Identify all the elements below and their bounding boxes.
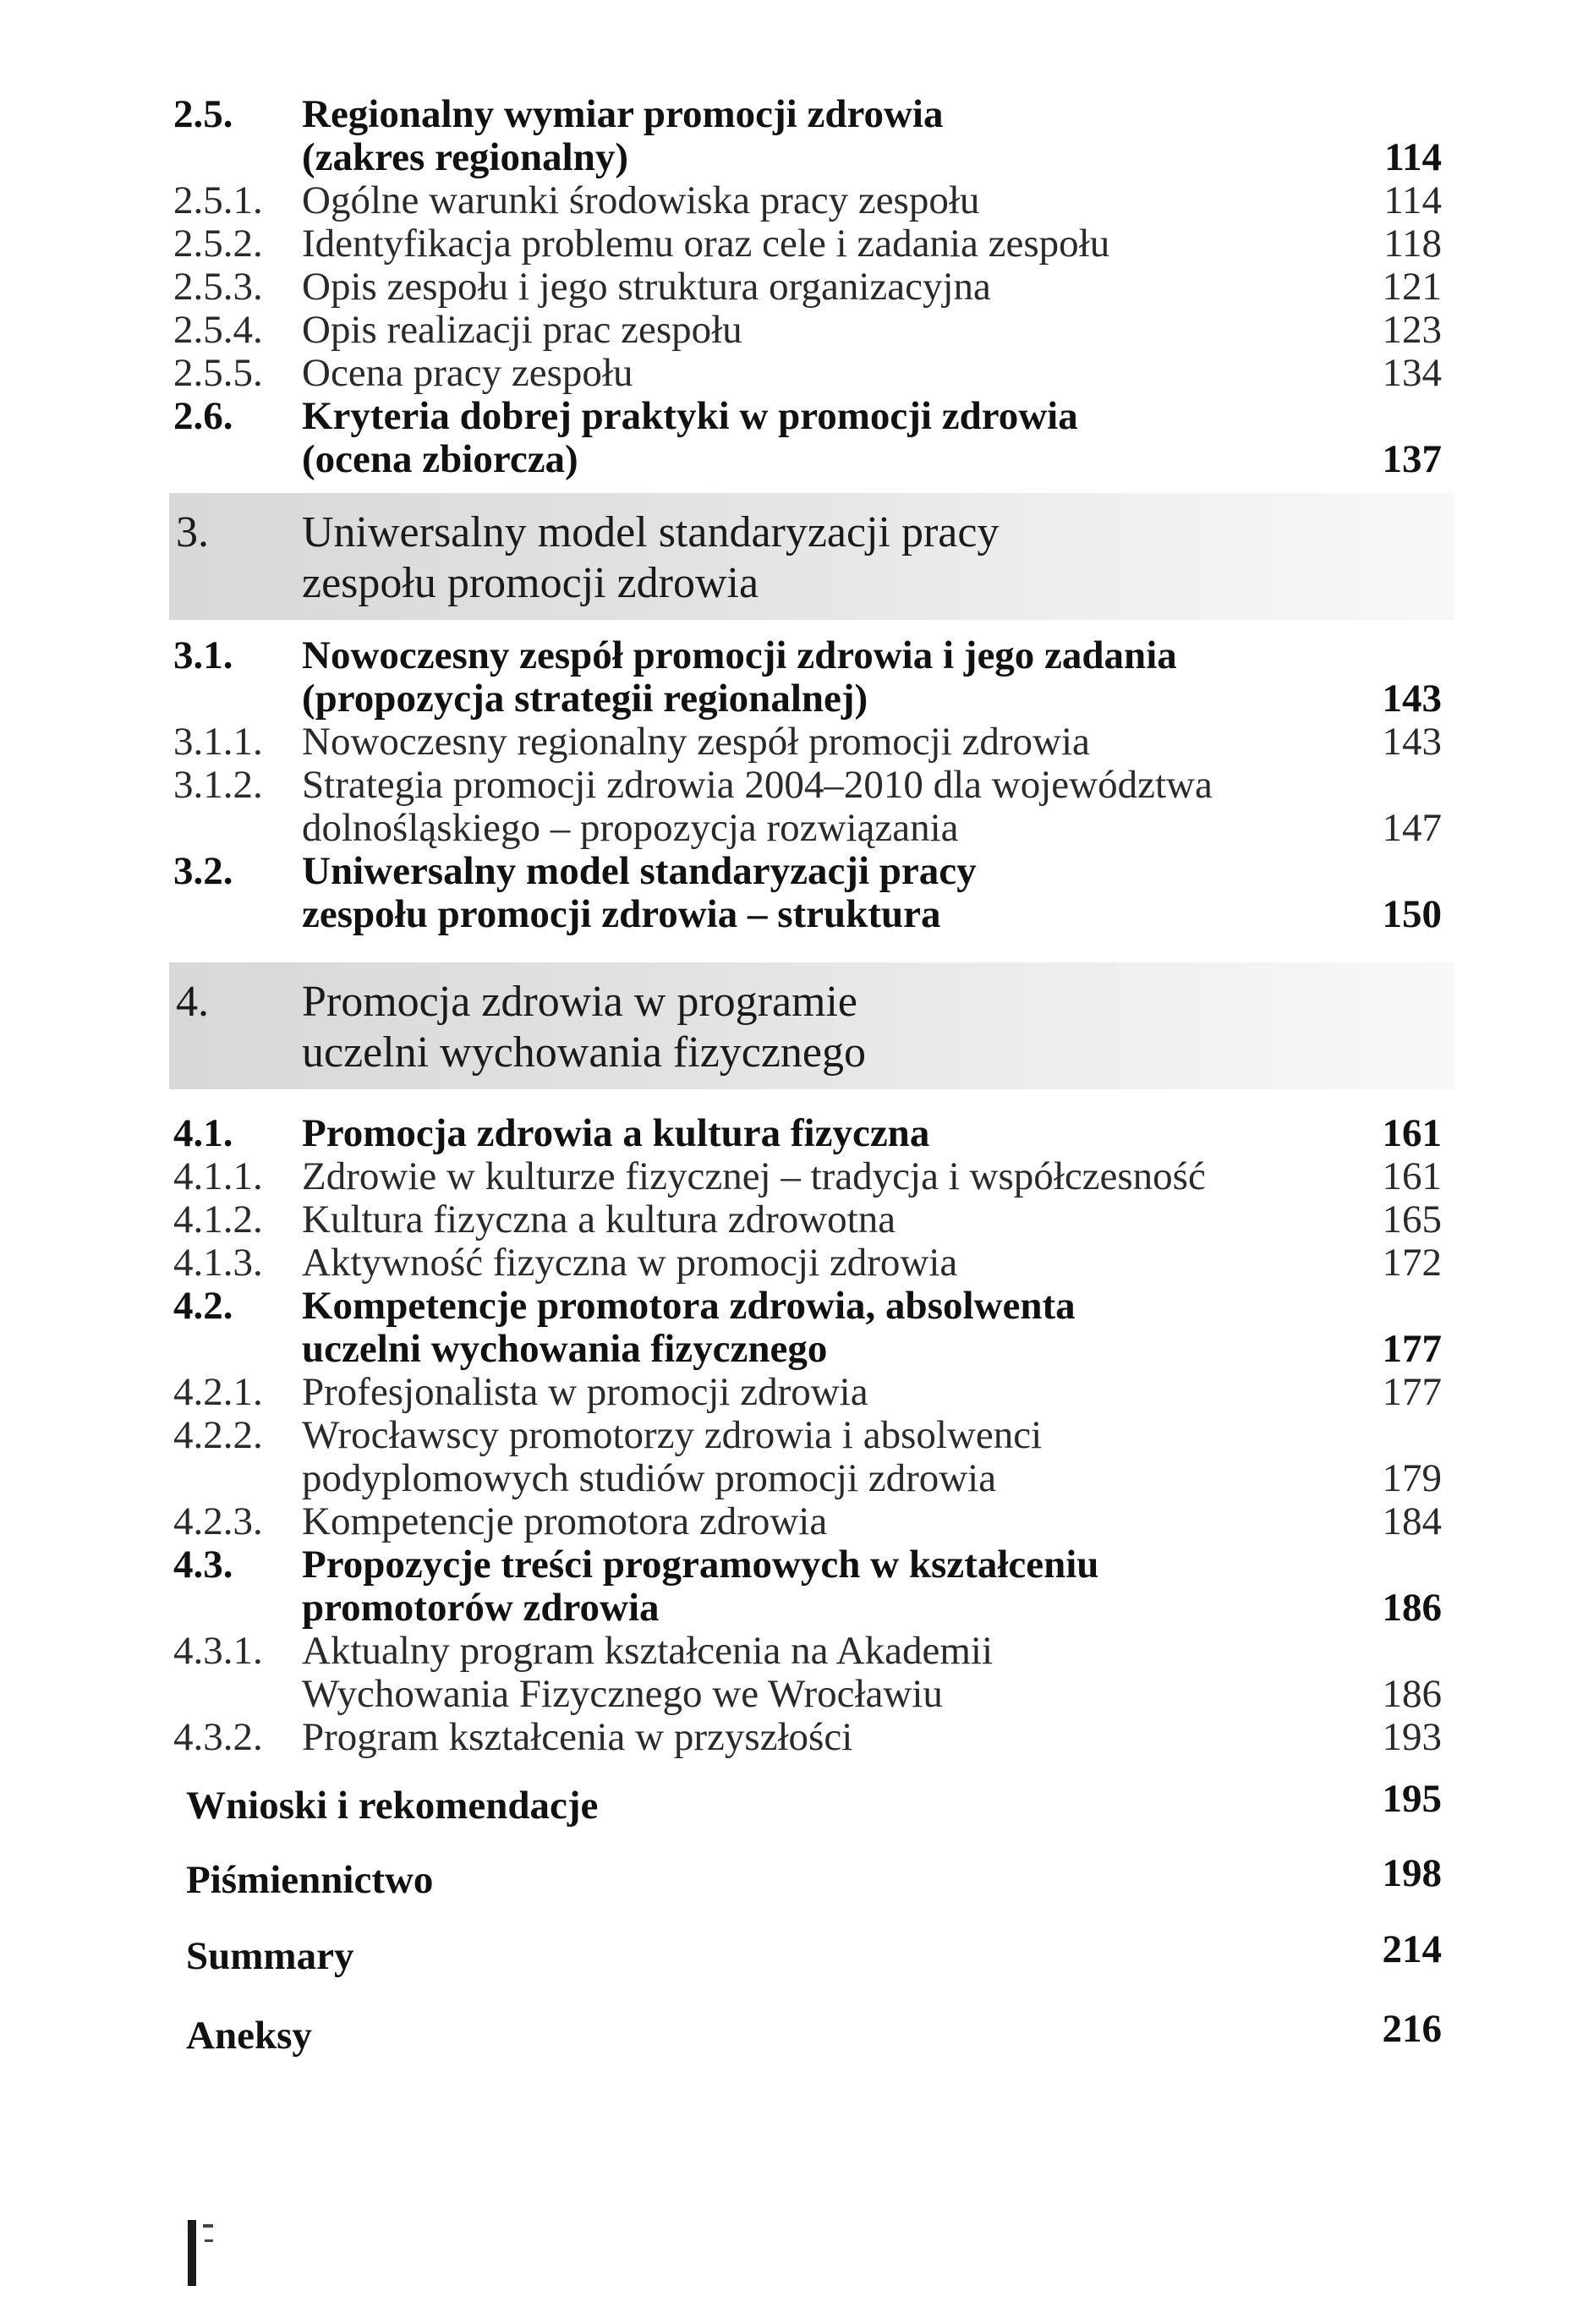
entry-page: 118 bbox=[1383, 222, 1442, 266]
entry-number: 2.5.3. bbox=[173, 265, 263, 309]
entry-page: 137 bbox=[1382, 437, 1442, 481]
entry-title: Ogólne warunki środowiska pracy zespołu bbox=[302, 178, 980, 222]
entry-page: 143 bbox=[1382, 720, 1442, 764]
chapter-number: 4. bbox=[176, 978, 209, 1026]
entry-page: 177 bbox=[1382, 1370, 1442, 1414]
entry-title: Kultura fizyczna a kultura zdrowotna bbox=[302, 1198, 896, 1241]
entry-title: Kompetencje promotora zdrowia, absolwenta uczelni wychowania fizycznego bbox=[302, 1284, 1076, 1371]
entry-title: Program kształcenia w przyszłości bbox=[302, 1715, 853, 1759]
chapter-title: Promocja zdrowia w programie uczelni wychowania fizycznego bbox=[302, 978, 867, 1077]
entry-number: 4.2. bbox=[173, 1284, 233, 1328]
entry-number: 4.1.3. bbox=[173, 1241, 263, 1285]
entry-page: 172 bbox=[1382, 1241, 1442, 1285]
entry-title: Wnioski i rekomendacje bbox=[186, 1784, 599, 1828]
entry-title: Summary bbox=[186, 1934, 354, 1978]
entry-page: 143 bbox=[1382, 677, 1442, 721]
entry-page: 165 bbox=[1382, 1198, 1442, 1241]
chapter-title: Uniwersalny model standaryzacji pracy zespołu promocji zdrowia bbox=[302, 508, 1000, 607]
entry-title: Profesjonalista w promocji zdrowia bbox=[302, 1370, 868, 1414]
entry-number: 4.3.2. bbox=[173, 1715, 263, 1759]
entry-number: 4.1.1. bbox=[173, 1154, 263, 1198]
footer-mark-tick bbox=[203, 2224, 213, 2228]
entry-page: 121 bbox=[1382, 265, 1442, 309]
entry-number: 2.5.4. bbox=[173, 308, 263, 352]
entry-title: Identyfikacja problemu oraz cele i zadania zespołu bbox=[302, 222, 1110, 266]
entry-page: 186 bbox=[1382, 1586, 1442, 1630]
entry-page: 147 bbox=[1382, 806, 1442, 850]
entry-title: Strategia promocji zdrowia 2004–2010 dla województwa dolnośląskiego – propozycja rozwiązania bbox=[302, 763, 1213, 850]
entry-page: 198 bbox=[1382, 1851, 1442, 1895]
entry-number: 4.3.1. bbox=[173, 1629, 263, 1673]
entry-page: 214 bbox=[1382, 1927, 1442, 1971]
entry-number: 4.2.2. bbox=[173, 1413, 263, 1457]
entry-number: 4.3. bbox=[173, 1543, 233, 1587]
entry-number: 2.5.5. bbox=[173, 351, 263, 395]
entry-page: 193 bbox=[1382, 1715, 1442, 1759]
entry-number: 3.1.1. bbox=[173, 720, 263, 764]
entry-number: 4.2.1. bbox=[173, 1370, 263, 1414]
entry-title: Opis realizacji prac zespołu bbox=[302, 308, 742, 352]
entry-title: Uniwersalny model standaryzacji pracy zespołu promocji zdrowia – struktura bbox=[302, 849, 977, 936]
entry-title: Opis zespołu i jego struktura organizacyjna bbox=[302, 265, 991, 309]
entry-page: 161 bbox=[1382, 1154, 1442, 1198]
entry-number: 3.1.2. bbox=[173, 763, 263, 807]
entry-title: Nowoczesny regionalny zespół promocji zdrowia bbox=[302, 720, 1090, 764]
entry-title: Nowoczesny zespół promocji zdrowia i jego zadania (propozycja strategii regionalnej) bbox=[302, 633, 1177, 721]
entry-page: 177 bbox=[1382, 1327, 1442, 1371]
entry-page: 184 bbox=[1382, 1499, 1442, 1543]
entry-page: 195 bbox=[1382, 1777, 1442, 1821]
entry-number: 3.1. bbox=[173, 633, 233, 677]
entry-title: Zdrowie w kulturze fizycznej – tradycja i współczesność bbox=[302, 1154, 1206, 1198]
entry-title: Promocja zdrowia a kultura fizyczna bbox=[302, 1111, 930, 1155]
entry-title: Piśmiennictwo bbox=[186, 1858, 434, 1902]
chapter-4-banner bbox=[169, 962, 1454, 1089]
chapter-3-banner bbox=[169, 493, 1454, 620]
entry-number: 2.5.2. bbox=[173, 222, 263, 266]
entry-title: Aktywność fizyczna w promocji zdrowia bbox=[302, 1241, 958, 1285]
entry-number: 2.6. bbox=[173, 394, 233, 438]
footer-mark-tick bbox=[205, 2239, 213, 2242]
entry-number: 2.5. bbox=[173, 92, 233, 136]
entry-number: 4.1.2. bbox=[173, 1198, 263, 1241]
footer-mark bbox=[188, 2220, 196, 2286]
entry-title: Kryteria dobrej praktyki w promocji zdrowia (ocena zbiorcza) bbox=[302, 394, 1078, 481]
entry-title: Ocena pracy zespołu bbox=[302, 351, 633, 395]
entry-title: Kompetencje promotora zdrowia bbox=[302, 1499, 828, 1543]
entry-page: 114 bbox=[1383, 178, 1442, 222]
chapter-number: 3. bbox=[176, 508, 209, 556]
entry-page: 134 bbox=[1382, 351, 1442, 395]
entry-title: Propozycje treści programowych w kształceniu promotorów zdrowia bbox=[302, 1543, 1099, 1630]
entry-page: 186 bbox=[1382, 1672, 1442, 1716]
entry-number: 4.1. bbox=[173, 1111, 233, 1155]
entry-page: 161 bbox=[1382, 1111, 1442, 1155]
entry-title: Aneksy bbox=[186, 2014, 312, 2058]
entry-number: 4.2.3. bbox=[173, 1499, 263, 1543]
entry-page: 123 bbox=[1382, 308, 1442, 352]
entry-page: 216 bbox=[1382, 2007, 1442, 2051]
entry-page: 150 bbox=[1382, 892, 1442, 936]
entry-title: Wrocławscy promotorzy zdrowia i absolwenci podyplomowych studiów promocji zdrowia bbox=[302, 1413, 1043, 1500]
entry-title: Regionalny wymiar promocji zdrowia (zakres regionalny) bbox=[302, 92, 944, 179]
entry-title: Aktualny program kształcenia na Akademii Wychowania Fizycznego we Wrocławiu bbox=[302, 1629, 994, 1716]
entry-page: 179 bbox=[1382, 1456, 1442, 1500]
entry-number: 2.5.1. bbox=[173, 178, 263, 222]
entry-page: 114 bbox=[1384, 135, 1442, 179]
entry-number: 3.2. bbox=[173, 849, 233, 893]
